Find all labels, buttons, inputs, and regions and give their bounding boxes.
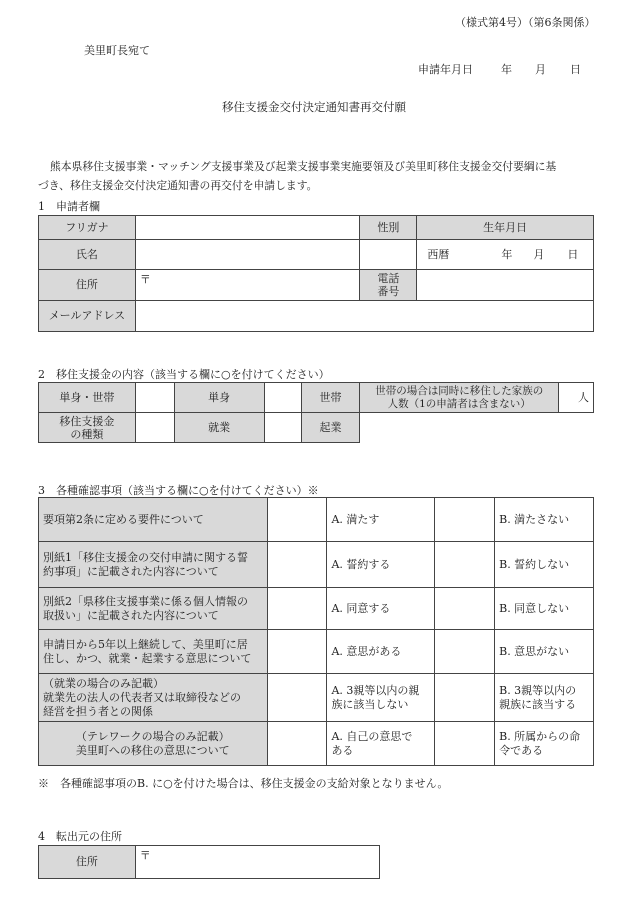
option-b-check[interactable]	[435, 630, 495, 674]
household-check[interactable]	[264, 383, 301, 413]
single-label: 単身	[174, 383, 264, 413]
postal-mark: 〒	[139, 273, 151, 286]
confirmation-row	[39, 630, 594, 674]
family-count-label	[360, 383, 559, 413]
support-content-table	[38, 382, 594, 443]
furigana-label: フリガナ	[39, 216, 136, 240]
family-count-line2: 人数（1の申請者は含まない）	[387, 397, 531, 410]
option-b-check[interactable]	[435, 674, 495, 722]
option-a-check[interactable]	[267, 498, 327, 542]
previous-address-label: 住所	[39, 846, 136, 879]
single-check[interactable]	[135, 383, 174, 413]
birth-day-label: 日	[567, 247, 579, 261]
name-field[interactable]	[135, 240, 360, 270]
email-field[interactable]	[135, 301, 593, 332]
employment-check[interactable]	[135, 413, 174, 443]
phone-field[interactable]	[417, 270, 594, 301]
option-b-check[interactable]	[435, 588, 495, 630]
option-b-label	[495, 674, 594, 722]
option-a-label-line: A. 同意する	[331, 601, 391, 615]
confirmation-item	[39, 630, 268, 674]
confirmation-row	[39, 722, 594, 766]
option-b-label-line: B. 3親等以内の	[499, 683, 577, 697]
option-a-check[interactable]	[267, 630, 327, 674]
household-label: 世帯	[301, 383, 360, 413]
date-label: 申請年月日	[418, 63, 473, 76]
confirmation-table	[38, 497, 594, 766]
date-day: 日	[570, 63, 581, 76]
birthdate-field[interactable]	[417, 240, 594, 270]
option-b-check[interactable]	[435, 498, 495, 542]
option-b-label	[495, 630, 594, 674]
confirmation-item-line: （テレワークの場合のみ記載）	[75, 729, 230, 743]
confirmation-item-line: 取扱い」に記載された内容について	[43, 608, 219, 622]
employment-label: 就業	[174, 413, 264, 443]
option-b-label-line: B. 誓約しない	[499, 557, 570, 571]
seireki-label: 西暦	[427, 247, 450, 261]
section4-heading: 4 転出元の住所	[38, 830, 122, 843]
empty-cell	[360, 413, 594, 443]
option-a-label-line: 族に該当しない	[331, 697, 409, 711]
option-a-check[interactable]	[267, 542, 327, 588]
confirmation-item-line: 要項第2条に定める要件について	[43, 512, 204, 526]
option-b-label-line: 親族に該当する	[499, 697, 577, 711]
confirmation-item-line: 美里町への移住の意思について	[75, 743, 230, 757]
option-b-check[interactable]	[435, 722, 495, 766]
option-b-label-line: B. 所属からの命	[499, 729, 581, 743]
option-b-label	[495, 588, 594, 630]
previous-address-table	[38, 845, 380, 879]
option-b-label-line: B. 同意しない	[499, 601, 570, 615]
option-a-label	[327, 542, 435, 588]
date-month: 月	[535, 63, 546, 76]
section1-heading: 1 申請者欄	[38, 200, 100, 213]
confirmation-row	[39, 588, 594, 630]
previous-address-field[interactable]	[135, 846, 379, 879]
gender-field[interactable]	[360, 240, 417, 270]
option-a-check[interactable]	[267, 674, 327, 722]
confirmation-item-line: 別紙2「県移住支援事業に係る個人情報の	[43, 594, 248, 608]
family-count-field[interactable]	[559, 383, 594, 413]
page-title: 移住支援金交付決定通知書再交付願	[222, 100, 406, 114]
support-type-line1: 移住支援金	[59, 414, 115, 428]
single-household-label: 単身・世帯	[39, 383, 136, 413]
family-count-line1: 世帯の場合は同時に移住した家族の	[375, 384, 544, 397]
option-a-label	[327, 674, 435, 722]
intro-line2: づき、移住支援金交付決定通知書の再交付を申請します。	[38, 179, 318, 192]
intro-line1: 熊本県移住支援事業・マッチング支援事業及び起業支援事業実施要領及び美里町移住支援金交付要綱に基	[50, 160, 557, 173]
section3-heading: 3 各種確認事項（該当する欄に○を付けてください）※	[38, 484, 319, 497]
option-a-label-line: A. 誓約する	[331, 557, 391, 571]
birthdate-label: 生年月日	[417, 216, 594, 240]
confirmation-item-line: 申請日から5年以上継続して、美里町に居	[43, 637, 248, 651]
support-type-line2: の種類	[70, 427, 104, 441]
option-a-label-line: A. 満たす	[331, 512, 380, 526]
confirmation-item-line: 経営を担う者との関係	[43, 704, 153, 718]
confirmation-row	[39, 674, 594, 722]
option-a-label-line: ある	[331, 743, 354, 757]
form-number: （様式第4号）（第6条関係）	[455, 16, 596, 29]
confirmation-item-line: 住し、かつ、就業・起業する意思について	[43, 651, 252, 665]
address-field[interactable]	[135, 270, 360, 301]
startup-check[interactable]	[264, 413, 301, 443]
confirmation-row	[39, 498, 594, 542]
person-unit: 人	[578, 390, 589, 404]
option-b-label	[495, 722, 594, 766]
confirmation-item	[39, 588, 268, 630]
option-a-label	[327, 722, 435, 766]
confirmation-item-line: 別紙1「移住支援金の交付申請に関する誓	[43, 550, 248, 564]
phone-label	[360, 270, 417, 301]
option-a-label	[327, 498, 435, 542]
option-a-label-line: A. 意思がある	[331, 644, 402, 658]
name-label: 氏名	[39, 240, 136, 270]
option-a-check[interactable]	[267, 722, 327, 766]
confirmation-item-line: 約事項」に記載された内容について	[43, 564, 219, 578]
furigana-field[interactable]	[135, 216, 360, 240]
birth-month-label: 月	[533, 247, 545, 261]
phone-label-line1: 電話	[377, 272, 400, 285]
option-b-label-line: B. 満たさない	[499, 512, 570, 526]
confirmation-item	[39, 498, 268, 542]
confirmation-item	[39, 722, 268, 766]
birth-year-label: 年	[501, 247, 513, 261]
applicant-table	[38, 215, 594, 332]
option-b-label-line: 令である	[499, 743, 544, 757]
option-a-label-line: A. 自己の意思で	[331, 729, 413, 743]
gender-label: 性別	[360, 216, 417, 240]
option-a-label	[327, 630, 435, 674]
option-b-check[interactable]	[435, 542, 495, 588]
confirmation-item-line: 就業先の法人の代表者又は取締役などの	[43, 690, 241, 704]
support-type-label	[39, 413, 136, 443]
phone-label-line2: 番号	[377, 285, 400, 298]
confirmation-item	[39, 674, 268, 722]
date-year: 年	[501, 63, 512, 76]
confirmation-note: ※ 各種確認事項のB. に○を付けた場合は、移住支援金の支給対象となりません。	[38, 777, 449, 790]
confirmation-row	[39, 542, 594, 588]
option-b-label	[495, 498, 594, 542]
option-b-label	[495, 542, 594, 588]
option-a-label-line: A. 3親等以内の親	[331, 683, 420, 697]
addressee: 美里町長宛て	[84, 44, 150, 57]
previous-postal-mark: 〒	[139, 849, 151, 862]
section2-heading: 2 移住支援金の内容（該当する欄に○を付けてください）	[38, 368, 330, 381]
confirmation-item	[39, 542, 268, 588]
confirmation-item-line: （就業の場合のみ記載）	[43, 676, 164, 690]
option-b-label-line: B. 意思がない	[499, 644, 570, 658]
option-a-check[interactable]	[267, 588, 327, 630]
option-a-label	[327, 588, 435, 630]
email-label: メールアドレス	[39, 301, 136, 332]
startup-label: 起業	[301, 413, 360, 443]
address-label: 住所	[39, 270, 136, 301]
